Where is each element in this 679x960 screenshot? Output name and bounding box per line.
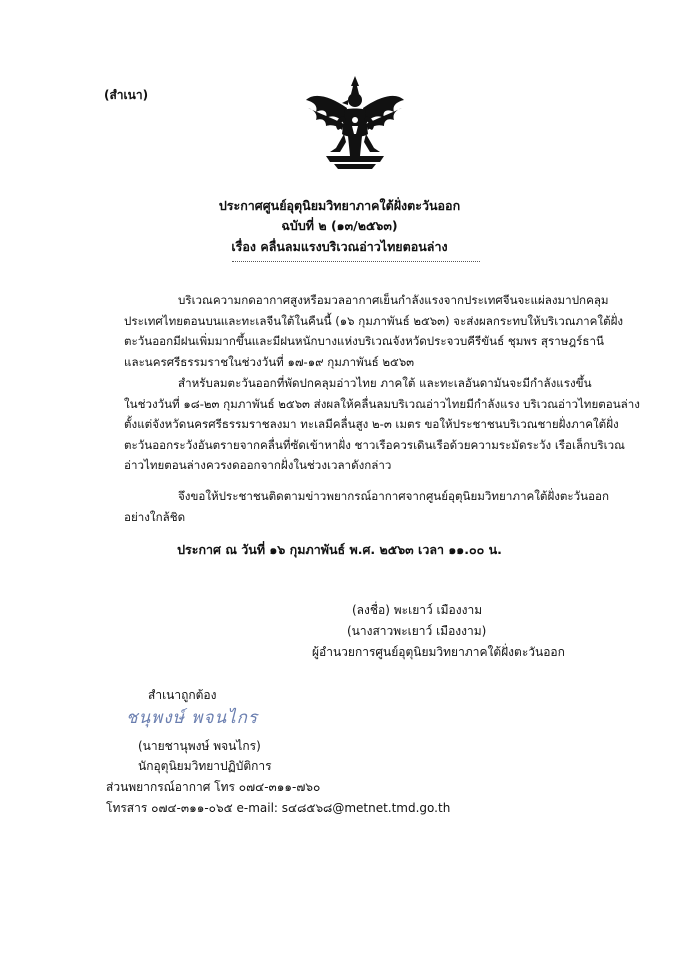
copy-mark: (สำเนา) <box>104 88 149 102</box>
paragraph-line: ตะวันออกมีฝนเพิ่มมากขึ้นและมีฝนหนักบางแห่งบริเวณจังหวัดประจวบคีรีขันธ์ ชุมพร สุราษฎร์ธานี <box>124 334 604 348</box>
certifier-title: นักอุตุนิยมวิทยาปฏิบัติการ <box>138 759 272 773</box>
paragraph-line: จึงขอให้ประชาชนติดตามข่าวพยากรณ์อากาศจากศูนย์อุตุนิยมวิทยาภาคใต้ฝั่งตะวันออก <box>178 489 610 503</box>
paragraph-line: บริเวณความกดอากาศสูงหรือมวลอากาศเย็นกำลังแรงจากประเทศจีนจะแผ่ลงมาปกคลุม <box>178 293 609 307</box>
paragraph-1 <box>124 290 624 372</box>
certifier-name: (นายชานุพงษ์ พจนไกร) <box>138 739 261 753</box>
paragraph-line: ตั้งแต่จังหวัดนครศรีธรรมราชลงมา ทะเลมีคลื่นสูง ๒-๓ เมตร ขอให้ประชาชนบริเวณชายฝั่งภาคใต้ฝั่ง <box>124 417 619 431</box>
paragraph-line: สำหรับลมตะวันออกที่พัดปกคลุมอ่าวไทย ภาคใต้ และทะเลอันดามันจะมีกำลังแรงขึ้น <box>178 376 592 390</box>
fax-email: โทรสาร ๐๗๔-๓๑๑-๐๖๕ e-mail: s๔๘๕๖๘@metnet.tmd.go.th <box>106 801 451 815</box>
paragraph-2 <box>124 373 640 476</box>
garuda-emblem-icon <box>300 72 410 172</box>
announcement-title: ประกาศศูนย์อุตุนิยมวิทยาภาคใต้ฝั่งตะวันออก <box>218 198 461 213</box>
paragraph-line: ประเทศไทยตอนบนและทะเลจีนใต้ในคืนนี้ (๑๖ กุมภาพันธ์ ๒๕๖๓) จะส่งผลกระทบให้บริเวณภาคใต้ฝั่ง <box>124 313 624 328</box>
department-phone: ส่วนพยากรณ์อากาศ โทร ๐๗๔-๓๑๑-๗๖๐ <box>106 780 321 794</box>
subject-line: เรื่อง คลื่นลมแรงบริเวณอ่าวไทยตอนล่าง <box>231 239 448 254</box>
paragraph-line: อย่างใกล้ชิด <box>124 509 186 524</box>
issue-number: ฉบับที่ ๒ (๑๓/๒๕๖๓) <box>281 218 398 233</box>
signature-position: ผู้อำนวยการศูนย์อุตุนิยมวิทยาภาคใต้ฝั่งตะวันออก <box>312 645 565 659</box>
paragraph-3 <box>124 486 610 527</box>
paragraph-line: ตะวันออกระวังอันตรายจากคลื่นที่ซัดเข้าหาฝั่ง ชาวเรือควรเดินเรือด้วยความระมัดระวัง เรือเล็กบริเวณ <box>124 437 625 452</box>
paragraph-line: อ่าวไทยตอนล่างควรงดออกจากฝั่งในช่วงเวลาดังกล่าว <box>124 458 392 472</box>
certified-copy-label: สำเนาถูกต้อง <box>148 688 217 702</box>
dotted-divider <box>232 261 480 262</box>
announcement-date: ประกาศ ณ วันที่ ๑๖ กุมภาพันธ์ พ.ศ. ๒๕๖๓ เวลา ๑๑.๐๐ น. <box>177 542 502 557</box>
signature-name: (นางสาวพะเยาว์ เมืองงาม) <box>347 624 487 638</box>
handwritten-signature: ชนุพงษ์ พจนไกร <box>126 708 259 728</box>
paragraph-line: ในช่วงวันที่ ๑๘-๒๓ กุมภาพันธ์ ๒๕๖๓ ส่งผลให้คลื่นลมบริเวณอ่าวไทยมีกำลังแรง บริเวณอ่าวไทยตอนล่าง <box>124 396 640 411</box>
paragraph-line: และนครศรีธรรมราชในช่วงวันที่ ๑๗-๑๙ กุมภาพันธ์ ๒๕๖๓ <box>124 354 415 369</box>
signature-signed: (ลงชื่อ) พะเยาว์ เมืองงาม <box>352 603 483 617</box>
